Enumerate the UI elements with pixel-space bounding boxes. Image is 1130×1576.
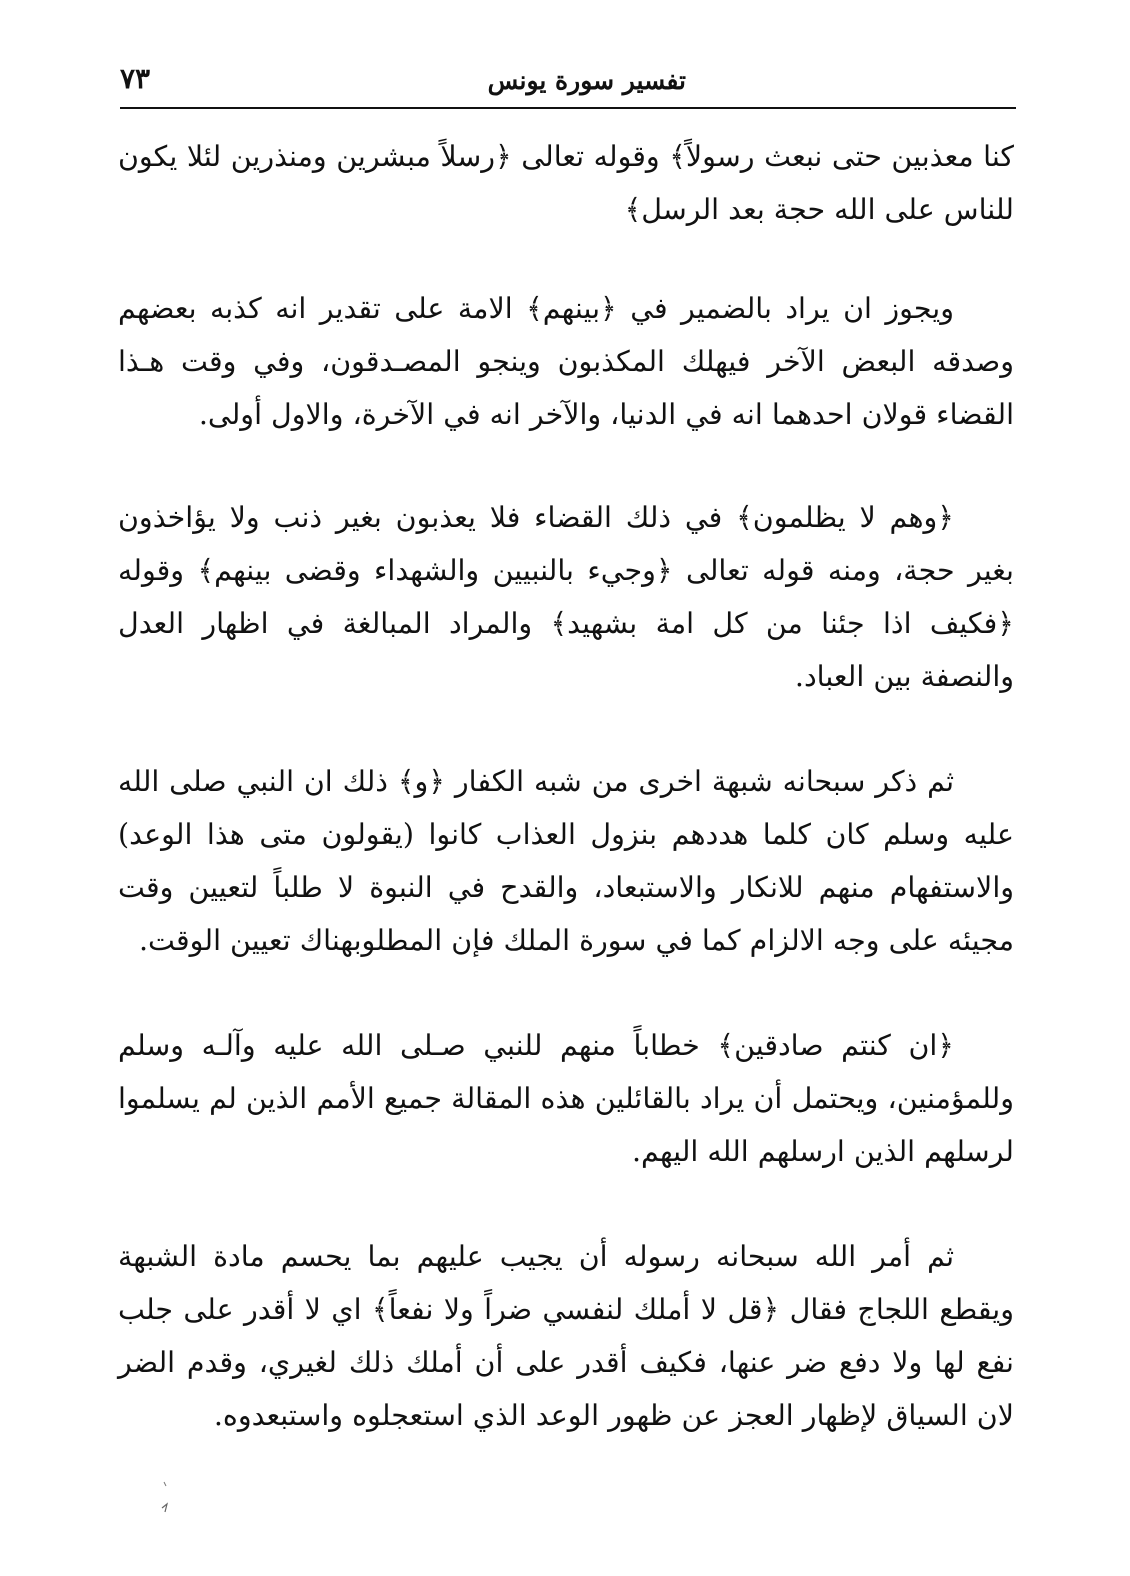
header-title: تفسير سورة يونس	[487, 66, 686, 95]
paragraph-6: ثم أمر الله سبحانه رسوله أن يجيب عليهم بما يحسم مادة الشبهة ويقطع اللجاج فقال ﴿قل لا أملك لنفسي ضراً ولا نفعاً﴾ اي لا أقدر على جلب نفع لها ولا دفع ضر عنها، فكيف أقدر على أن أملك ذلك لغيري، وقدم الضر لان السياق لإظهار العجز عن ظهور الوعد الذي استعجلوه واستبعدوه.	[118, 1240, 1014, 1432]
header-rule	[120, 107, 1016, 109]
page-number: ٧٣	[120, 62, 151, 95]
running-header	[120, 60, 1016, 108]
paragraph-4: ثم ذكر سبحانه شبهة اخرى من شبه الكفار ﴿و﴾ ذلك ان النبي صلى الله عليه وسلم كان كلما هددهم بنزول العذاب كانوا (يقولون متى هذا الوعد) والاستفهام منهم للانكار والاستبعاد، والقدح في النبوة لا طلباً لتعيين وقت مجيئه على وجه الالزام كما في سورة الملك فإن المطلوبهناك تعيين الوقت.	[118, 765, 1014, 957]
body-text	[118, 130, 1014, 1488]
paragraph-5: ﴿ان كنتم صادقين﴾ خطاباً منهم للنبي صـلى الله عليه وآلـه وسلم وللمؤمنين، ويحتمل أن يراد بالقائلين هذه المقالة جميع الأمم الذين لم يسلموا لرسلهم الذين ارسلهم الله اليهم.	[118, 1029, 1014, 1168]
paragraph-2: ويجوز ان يراد بالضمير في ﴿بينهم﴾ الامة على تقدير انه كذبه بعضهم وصدقه البعض الآخر فيهلك المكذبون وينجو المصـدقون، وفي وقت هـذا القضاء قولان احدهما انه في الدنيا، والآخر انه في الآخرة، والاول أولى.	[118, 292, 1014, 431]
scan-speck	[158, 1480, 172, 1520]
paragraph-3: ﴿وهم لا يظلمون﴾ في ذلك القضاء فلا يعذبون بغير ذنب ولا يؤاخذون بغير حجة، ومنه قوله تعالى ﴿وجيء بالنبيين والشهداء وقضى بينهم﴾ وقوله ﴿فكيف اذا جئنا من كل امة بشهيد﴾ والمراد المبالغة في اظهار العدل والنصفة بين العباد.	[118, 501, 1014, 693]
paragraph-1: كنا معذبين حتى نبعث رسولاً﴾ وقوله تعالى ﴿رسلاً مبشرين ومنذرين لئلا يكون للناس على الله حجة بعد الرسل﴾	[118, 140, 1014, 226]
